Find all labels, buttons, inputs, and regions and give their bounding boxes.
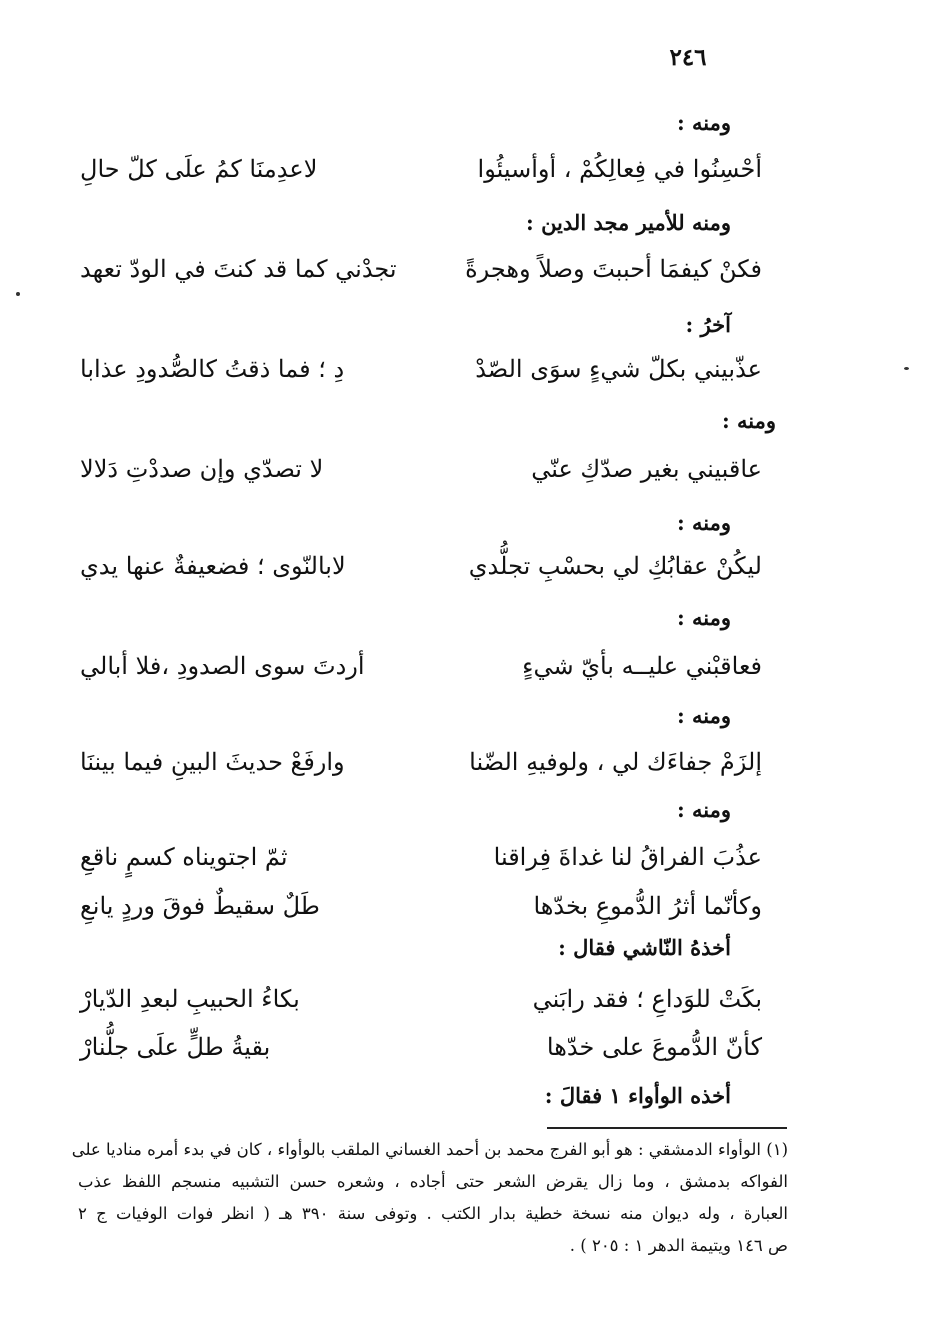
verse-hemistich-second: لابالنّوى ؛ فضعيفةٌ عنها يدي (80, 552, 346, 580)
verse-line (80, 355, 762, 399)
verse-hemistich-first: ليكُنْ عقابُكِ لي بحسْبِ تجلُّدي (468, 552, 762, 580)
verse-hemistich-first: فكنْ كيفمَا أحببتَ وصلاً وهجرةً (465, 255, 762, 283)
verse-hemistich-first: إلزَمْ جفاءَك لي ، ولوفيهِ الضّنا (469, 748, 762, 776)
section-heading: أخذه الوأواء ١ فقالَ : (544, 1083, 731, 1108)
footnote-line: ص ١٤٦ ويتيمة الدهر ١ : ٢٠٥ ) . (569, 1236, 788, 1255)
verse-hemistich-second: بقيةُ طلٍّ علَى جلُّنارْ (80, 1033, 271, 1061)
verse-hemistich-first: فعاقبْني عليــه بأيّ شيءٍ (522, 652, 762, 680)
verse-hemistich-second: وارفَعْ حديثَ البينِ فيما بيننَا (80, 748, 345, 776)
verse-line (80, 652, 762, 696)
footnote-separator (547, 1127, 787, 1129)
section-heading: آخرُ : (685, 312, 731, 337)
footnote-line: الفواكه بدمشق ، وما زال يقرض الشعر حتى أجاده ، وشعره حسن التشبيه منسجم اللفظ عذب (78, 1172, 788, 1191)
section-heading: ومنه : (676, 605, 731, 630)
verse-hemistich-second: لا تصدّي وإن صددْتِ دَلالا (80, 455, 324, 483)
verse-line (80, 155, 762, 199)
verse-hemistich-first: بكَتْ للوَداعِ ؛ فقد رابَني (532, 985, 762, 1013)
verse-line (80, 552, 762, 596)
verse-hemistich-first: عذّبيني بكلّ شيءٍ سوَى الصّدْ (475, 355, 762, 383)
verse-hemistich-first: وكأنّما أثرُ الدُّموعِ بخدّها (533, 892, 762, 920)
verse-hemistich-second: ثمّ اجتويناه كسمٍ ناقعِ (80, 843, 288, 871)
verse-line (80, 455, 762, 499)
verse-hemistich-second: طَلٌ سقيطٌ فوقَ وردٍ يانعِ (80, 892, 320, 920)
verse-hemistich-first: عذُبَ الفراقُ لنا غداةَ فِراقنا (493, 843, 762, 871)
verse-hemistich-second: تجدْني كما قد كنتَ في الودّ تعهد (80, 255, 397, 283)
verse-hemistich-first: أحْسِنُوا في فِعالِكُمْ ، أوأسيئُوا (477, 155, 762, 183)
scan-speck (16, 292, 20, 296)
verse-hemistich-first: عاقبيني بغير صدّكِ عنّي (531, 455, 762, 483)
verse-hemistich-second: لاعدِمنَا كمُ علَى كلّ حالِ (80, 155, 318, 183)
page-number: ٢٤٦ (669, 44, 707, 71)
verse-hemistich-second: بكاءُ الحبيبِ لبعدِ الدّيارْ (80, 985, 300, 1013)
scan-speck (904, 367, 909, 370)
verse-line (80, 843, 762, 887)
section-heading: ومنه : (676, 110, 731, 135)
section-heading: ومنه : (676, 703, 731, 728)
verse-line (80, 985, 762, 1029)
section-heading: أخذهُ النّاشي فقال : (558, 935, 731, 960)
section-heading: ومنه : (676, 797, 731, 822)
verse-hemistich-second: دِ ؛ فما ذقتُ كالصُّدودِ عذابا (80, 355, 345, 383)
verse-line (80, 892, 762, 936)
section-heading: ومنه للأمير مجد الدين : (526, 210, 731, 235)
section-heading: ومنه : (721, 408, 776, 433)
footnote-line: (١) الوأواء الدمشقي : هو أبو الفرج محمد بن أحمد الغساني الملقب بالوأواء ، كان في بدء أمره مناديا على (71, 1140, 788, 1159)
verse-hemistich-first: كأنّ الدُّموعَ على خدّها (546, 1033, 762, 1061)
verse-hemistich-second: أردتَ سوى الصدودِ ،فلا أبالي (80, 652, 365, 680)
verse-line (80, 748, 762, 792)
footnote-line: العبارة ، وله ديوان منه نسخة خطية بدار الكتب . وتوفى سنة ٣٩٠ هـ ( انظر فوات الوفيات ج ٢ (78, 1204, 788, 1223)
verse-line (80, 1033, 762, 1077)
verse-line (80, 255, 762, 299)
section-heading: ومنه : (676, 510, 731, 535)
